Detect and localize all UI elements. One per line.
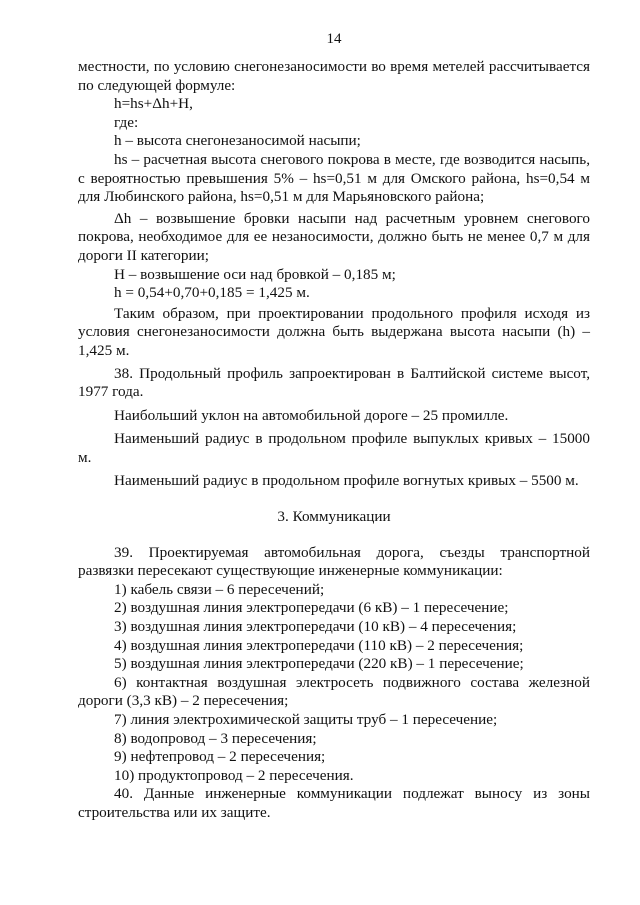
list-item: 1) кабель связи – 6 пересечений; (114, 580, 325, 598)
formula: h=hs+Δh+H, (114, 95, 193, 113)
list-item: 10) продуктопровод – 2 пересечения. (114, 766, 354, 784)
list-item: 5) воздушная линия электропередачи (220 кВ) – 1 пересечение; (114, 655, 524, 673)
paragraph-38: 38. Продольный профиль запроектирован в Балтийской системе высот, 1977 года. (78, 364, 590, 401)
list-item: 7) линия электрохимической защиты труб – 1 пересечение; (114, 711, 498, 728)
list-item: 3) воздушная линия электропередачи (10 кВ) – 4 пересечения; (114, 618, 517, 636)
section-heading: 3. Коммуникации (277, 508, 391, 526)
document-body (78, 58, 590, 823)
list-item: 8) водопровод – 3 пересечения; (114, 729, 317, 747)
page-number: 14 (326, 31, 342, 47)
list-item: 2) воздушная линия электропередачи (6 кВ) – 1 пересечение; (114, 599, 509, 617)
definition-delta-h: Δh – возвышение бровки насыпи над расчетным уровнем снегового покрова, необходимое для ее незаносимости, должно быть не менее 0,7 м для дороги II категории; (78, 209, 590, 264)
paragraph-40: 40. Данные инженерные коммуникации подлежат выносу из зоны строительства или их защите. (78, 785, 590, 821)
calculation: h = 0,54+0,70+0,185 = 1,425 м. (114, 284, 310, 302)
list-item: 9) нефтепровод – 2 пересечения; (114, 748, 326, 766)
max-slope: Наибольший уклон на автомобильной дороге – 25 промилле. (114, 406, 509, 424)
list-item: 6) контактная воздушная электросеть подвижного состава железной дороги (3,3 кВ) – 2 пересечения; (78, 673, 590, 710)
definition-h: h – высота снегонезаносимой насыпи; (114, 132, 361, 150)
intro-paragraph: местности, по условию снегонезаносимости во время метелей рассчитывается по следующей формуле: (78, 58, 590, 94)
where-label: где: (114, 113, 139, 131)
min-radius-concave: Наименьший радиус в продольном профиле вогнутых кривых – 5500 м. (114, 472, 579, 490)
list-item: 4) воздушная линия электропередачи (110 кВ) – 2 пересечения; (114, 636, 524, 654)
conclusion-paragraph: Таким образом, при проектировании продольного профиля исходя из условия снегонезаносимости должна быть выдержана высота насыпи (h) – 1,425 м. (78, 304, 590, 359)
definition-H: H – возвышение оси над бровкой – 0,185 м; (114, 265, 396, 283)
min-radius-convex: Наименьший радиус в продольном профиле выпуклых кривых – 15000 м. (78, 430, 590, 466)
paragraph-39: 39. Проектируемая автомобильная дорога, съезды транспортной развязки пересекают существующие инженерные коммуникации: (78, 543, 590, 580)
definition-hs: hs – расчетная высота снегового покрова в месте, где возводится насыпь, с вероятностью превышения 5% – hs=0,51 м для Омского района, hs=0,54 м для Любинского района, hs=0,51 м для Марьяновского района; (78, 150, 590, 206)
